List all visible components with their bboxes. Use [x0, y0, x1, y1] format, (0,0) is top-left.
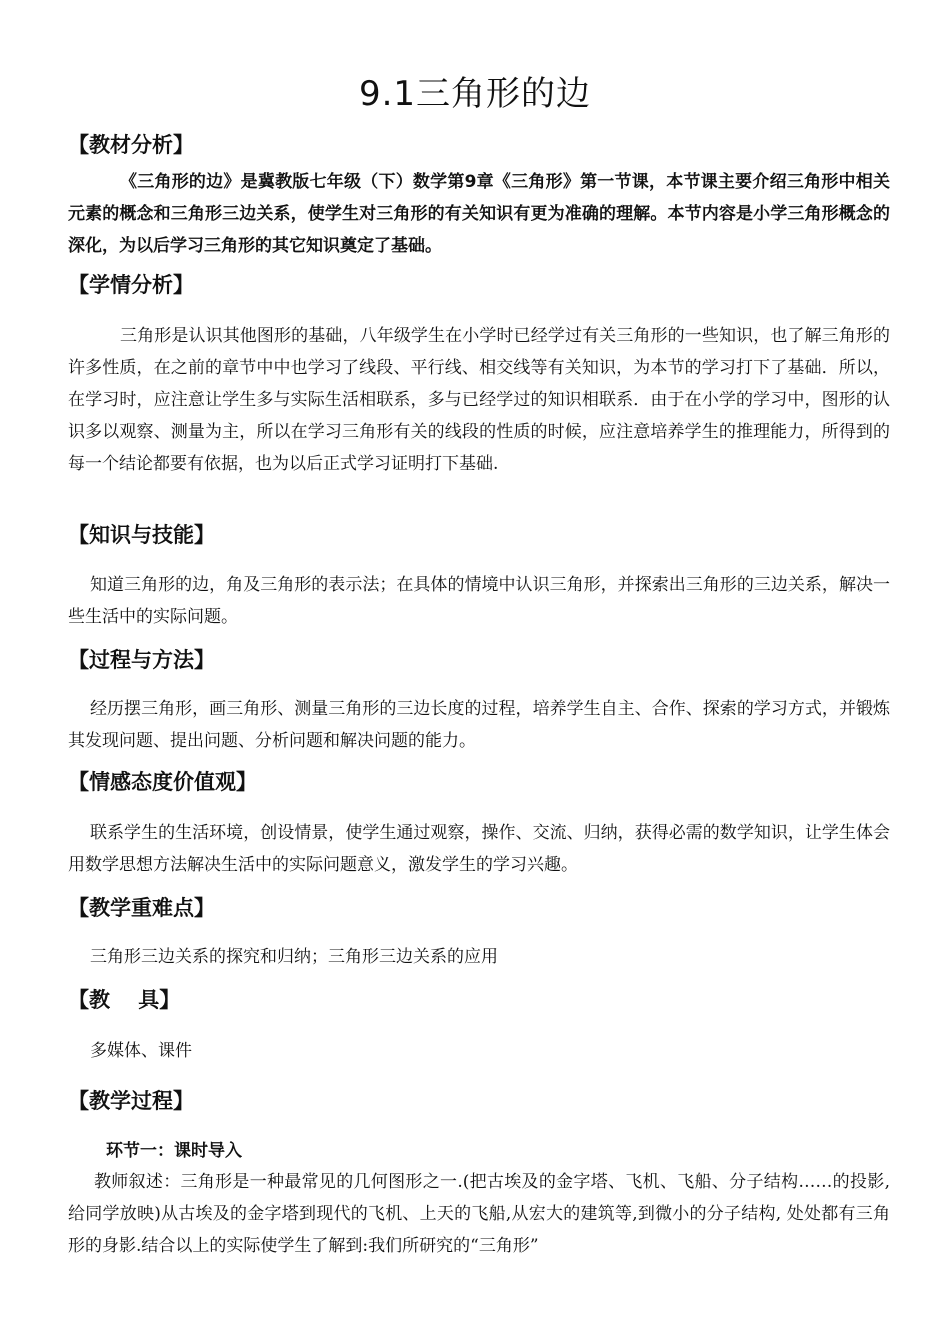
section-body-emotion-values: 联系学生的生活环境，创设情景，使学生通过观察，操作、交流、归纳，获得必需的数学知识，让学生体会用数学思想方法解决生活中的实际问题意义，激发学生的学习兴趣。	[68, 823, 890, 875]
section-heading-teaching-process: 【教学过程】	[68, 1089, 194, 1113]
section-heading-knowledge-skills: 【知识与技能】	[68, 523, 215, 547]
section-heading-textbook-analysis: 【教材分析】	[68, 133, 194, 157]
step-heading-lesson-intro: 环节一：课时导入	[106, 1141, 242, 1161]
section-body-textbook-analysis: 《三角形的边》是冀教版七年级（下）数学第9章《三角形》第一节课，本节课主要介绍三角形中相关元素的概念和三角形三边关系，使学生对三角形的有关知识有更为准确的理解。本节内容是小学三角形概念的深化，为以后学习三角形的其它知识奠定了基础。	[68, 172, 890, 256]
section-heading-emotion-values: 【情感态度价值观】	[68, 770, 257, 794]
section-heading-student-analysis: 【学情分析】	[68, 273, 194, 297]
section-heading-process-method: 【过程与方法】	[68, 648, 215, 672]
page-title: 9.1三角形的边	[358, 74, 592, 114]
section-body-key-points: 三角形三边关系的探究和归纳；三角形三边关系的应用	[90, 947, 498, 967]
section-body-knowledge-skills: 知道三角形的边，角及三角形的表示法；在具体的情境中认识三角形，并探索出三角形的三边关系，解决一些生活中的实际问题。	[68, 575, 890, 627]
section-body-student-analysis: 三角形是认识其他图形的基础，八年级学生在小学时已经学过有关三角形的一些知识，也了解三角形的许多性质，在之前的章节中中也学习了线段、平行线、相交线等有关知识，为本节的学习打下了基础．所以，在学习时，应注意让学生多与实际生活相联系，多与已经学过的知识相联系．由于在小学的学习中，图形的认识多以观察、测量为主，所以在学习三角形有关的线段的性质的时候，应注意培养学生的推理能力，所得到的每一个结论都要有依据，也为以后正式学习证明打下基础.	[68, 326, 890, 474]
step-body-lesson-intro: 教师叙述：三角形是一种最常见的几何图形之一.(把古埃及的金字塔、飞机、飞船、分子结构……的投影,给同学放映)从古埃及的金字塔到现代的飞机、上天的飞船,从宏大的建筑等,到微小的分子结构, 处处都有三角形的身影.结合以上的实际使学生了解到:我们所研究的“三角形”	[68, 1172, 890, 1256]
section-body-process-method: 经历摆三角形，画三角形、测量三角形的三边长度的过程，培养学生自主、合作、探索的学习方式，并锻炼其发现问题、提出问题、分析问题和解决问题的能力。	[68, 699, 890, 751]
section-body-teaching-aids: 多媒体、课件	[90, 1041, 192, 1061]
section-heading-teaching-aids: 【教 具】	[68, 988, 181, 1012]
section-heading-key-points: 【教学重难点】	[68, 896, 215, 920]
